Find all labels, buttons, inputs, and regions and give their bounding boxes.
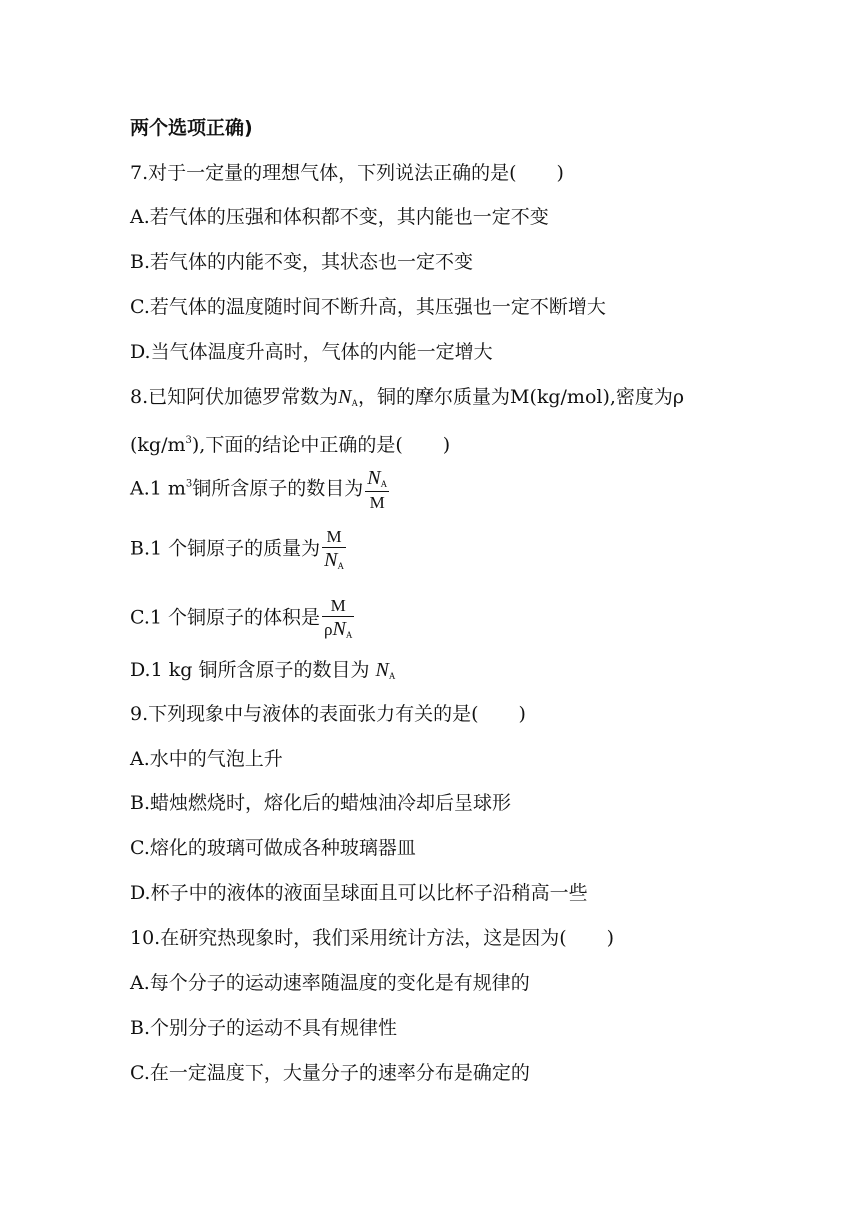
- avogadro-symbol: N: [338, 386, 352, 408]
- question-7-option-d: D.当气体温度升高时，气体的内能一定增大: [130, 341, 493, 363]
- option-b-text: B.1 个铜原子的质量为: [130, 537, 321, 560]
- question-9-option-b: B.蜡烛燃烧时，熔化后的蜡烛油冷却后呈球形: [130, 792, 512, 814]
- option-a-superscript: 3: [185, 478, 193, 490]
- question-10-option-c: C.在一定温度下，大量分子的速率分布是确定的: [130, 1062, 530, 1084]
- fraction-numerator: M: [322, 597, 354, 617]
- fraction-denominator-n: N: [324, 549, 338, 571]
- avogadro-symbol: N: [375, 659, 389, 681]
- option-d-text: D.1 kg 铜所含原子的数目为: [130, 659, 376, 681]
- fraction-numerator-n: N: [367, 467, 381, 489]
- question-8-option-b: [130, 528, 346, 571]
- fraction-m-over-rho-na: [322, 597, 354, 640]
- rho-symbol: ρ: [324, 620, 333, 639]
- fraction-denominator-sub: A: [337, 561, 344, 571]
- option-a-prefix: A.1 m: [130, 477, 186, 500]
- section-heading: 两个选项正确): [130, 117, 253, 139]
- question-7-text: 7.对于一定量的理想气体，下列说法正确的是(: [130, 162, 517, 184]
- question-8-close: ): [442, 434, 451, 456]
- question-8-text-line2: ),下面的结论中正确的是(: [191, 434, 403, 456]
- avogadro-subscript: A: [351, 398, 358, 408]
- avogadro-subscript: A: [388, 671, 396, 681]
- question-8-option-c: [130, 597, 354, 640]
- question-9-option-a: A.水中的气泡上升: [130, 748, 283, 770]
- question-7-option-c: C.若气体的温度随时间不断升高，其压强也一定不断增大: [130, 296, 606, 318]
- question-9-text: 9.下列现象中与液体的表面张力有关的是(: [130, 703, 479, 725]
- fraction-numerator-sub: A: [380, 479, 388, 489]
- question-8-stem-line2: [130, 428, 450, 458]
- question-10-stem: [130, 925, 614, 951]
- question-8-option-d: [130, 657, 395, 689]
- fraction-m-over-na: [322, 528, 346, 571]
- question-9-stem: [130, 701, 526, 727]
- unit-superscript: 3: [185, 435, 192, 446]
- question-7-stem: [130, 160, 564, 186]
- question-9-close: ): [518, 703, 526, 725]
- question-7-option-b: B.若气体的内能不变，其状态也一定不变: [130, 251, 474, 273]
- fraction-na-over-m: [365, 468, 389, 511]
- unit-text: (kg/m: [130, 434, 186, 456]
- question-10-text: 10.在研究热现象时，我们采用统计方法，这是因为(: [130, 927, 567, 949]
- option-c-text: C.1 个铜原子的体积是: [130, 606, 321, 629]
- question-7-close: ): [556, 162, 564, 184]
- question-8-stem: [130, 384, 684, 416]
- question-8-text-pre: 8.已知阿伏加德罗常数为: [130, 386, 339, 408]
- question-9-option-d: D.杯子中的液体的液面呈球面且可以比杯子沿稍高一些: [130, 882, 588, 904]
- fraction-numerator: M: [322, 528, 346, 548]
- question-8-text-post: ，铜的摩尔质量为M(kg/mol),密度为ρ: [357, 386, 685, 408]
- question-9-option-c: C.熔化的玻璃可做成各种玻璃器皿: [130, 837, 416, 859]
- fraction-denominator-n: N: [332, 618, 346, 640]
- question-7-option-a: A.若气体的压强和体积都不变，其内能也一定不变: [130, 206, 549, 228]
- question-8-option-a: [130, 468, 389, 511]
- question-10-option-a: A.每个分子的运动速率随温度的变化是有规律的: [130, 972, 530, 994]
- question-10-close: ): [606, 927, 615, 949]
- option-a-text: 铜所含原子的数目为: [192, 477, 364, 500]
- fraction-denominator-sub: A: [345, 630, 353, 640]
- question-10-option-b: B.个别分子的运动不具有规律性: [130, 1017, 398, 1039]
- fraction-denominator: M: [369, 493, 385, 512]
